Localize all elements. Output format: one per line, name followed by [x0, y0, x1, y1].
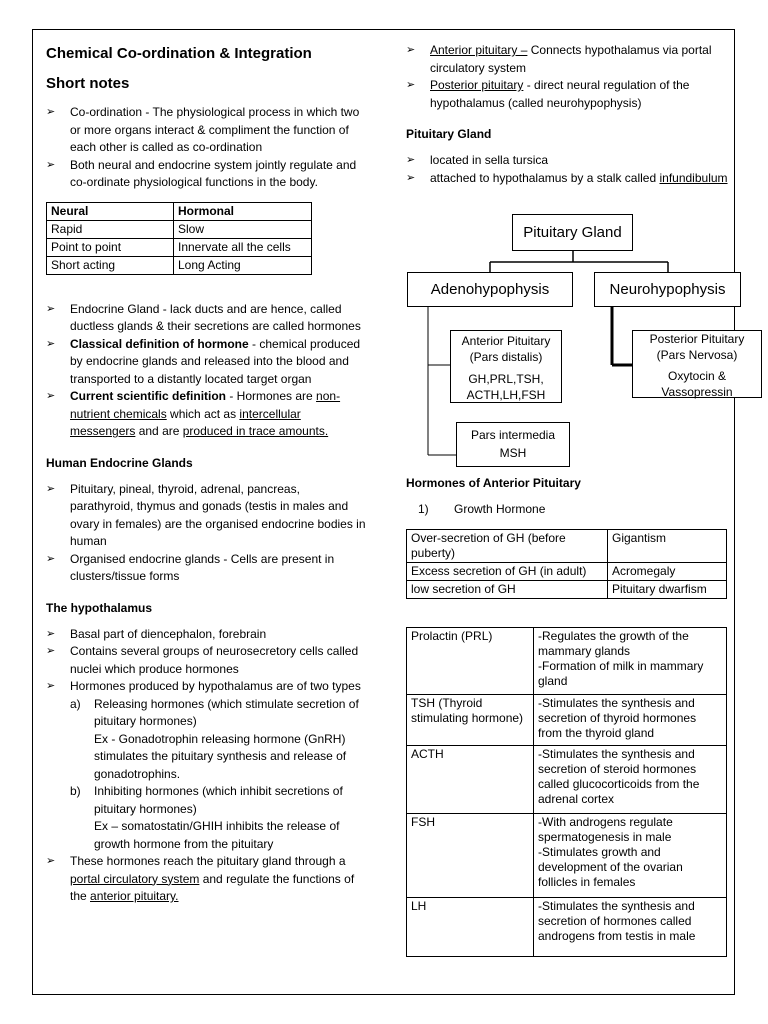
arrow-bullet-icon: ➢ [46, 302, 56, 315]
table-row [407, 746, 727, 814]
diagram-box-adenohypophysis: Adenohypophysis [407, 272, 573, 307]
document-subtitle: Short notes [46, 75, 130, 92]
table-cell: Acromegaly [608, 562, 727, 580]
arrow-bullet-icon: ➢ [46, 390, 56, 402]
table-cell: Excess secretion of GH (in adult) [407, 562, 608, 580]
table-cell: -Regulates the growth of the mammary glands -Formation of milk in mammary gland [534, 627, 727, 695]
table-header: Hormonal [174, 202, 312, 220]
table-cell: LH [407, 897, 534, 956]
table-cell: -Stimulates the synthesis and secretion of steroid hormones called glucocorticoids from the adrenal cortex [534, 746, 727, 814]
table-cell: Long Acting [174, 256, 312, 274]
list-item: ➢ Organised endocrine glands - Cells are present in clusters/tissue forms [46, 551, 335, 583]
section-heading-human-glands: Human Endocrine Glands [46, 455, 193, 470]
list-item: ➢ Anterior pituitary – Connects hypothalamus via portal circulatory system [406, 43, 712, 75]
table-row [407, 897, 727, 956]
numbered-item-growth-hormone: 1) Growth Hormone [418, 502, 546, 516]
list-item: ➢ Hormones produced by hypothalamus are of two types a) Releasing hormones (which stimulate secretion of pituitary hormones) Ex - Gonadotrophin releasing hormone (GnRH) stimulates the pituitary synthesis and release of gonadotrophins. b) Inhibiting hormones (which inhibit secretions of pituitary hormones) Ex – somatostatin/GHIH inhibits the release of growth hormone from the pituitary [46, 678, 366, 853]
list-item: b) Inhibiting hormones (which inhibit secretions of pituitary hormones) Ex – somatostatin/GHIH inhibits the release of growth hormone from the pituitary [70, 784, 343, 851]
table-cell: Slow [174, 220, 312, 238]
list-item: ➢ Posterior pituitary - direct neural regulation of the hypothalamus (called neurohypophysis) [406, 78, 690, 110]
arrow-bullet-icon: ➢ [46, 482, 56, 495]
arrow-bullet-icon: ➢ [46, 645, 56, 657]
section-heading-anterior-hormones: Hormones of Anterior Pituitary [406, 476, 581, 490]
table-row [407, 627, 727, 695]
list-item: ➢ Contains several groups of neurosecretory cells called nuclei which produce hormones [46, 644, 359, 676]
arrow-bullet-icon: ➢ [46, 855, 56, 867]
arrow-bullet-icon: ➢ [46, 680, 56, 692]
table-cell: -With androgens regulate spermatogenesis in male -Stimulates growth and development of the ovarian follicles in females [534, 813, 727, 897]
table-cell: Short acting [47, 256, 174, 274]
arrow-bullet-icon: ➢ [406, 154, 416, 166]
table-cell: ACTH [407, 746, 534, 814]
list-item: a) Releasing hormones (which stimulate secretion of pituitary hormones) Ex - Gonadotrophin releasing hormone (GnRH) stimulates the pituitary synthesis and release of gonadotrophins. [70, 696, 359, 781]
table-cell: TSH (Thyroid stimulating hormone) [407, 695, 534, 746]
list-item: ➢ Co-ordination - The physiological process in which two or more organs interact & compliment the function of each other is called as co-ordination [46, 105, 360, 154]
arrow-bullet-icon: ➢ [46, 337, 56, 350]
arrow-bullet-icon: ➢ [406, 79, 416, 91]
table-row [407, 695, 727, 746]
diagram-box-anterior-pituitary: Anterior Pituitary (Pars distalis) GH,PRL,TSH, ACTH,LH,FSH [450, 330, 562, 403]
table-row [407, 580, 727, 598]
anterior-hormones-table [406, 627, 727, 957]
list-item: ➢ Current scientific definition - Hormones are non-nutrient chemicals which act as intercellular messengers and are produced in trace amounts. [46, 389, 341, 438]
diagram-box-neurohypophysis: Neurohypophysis [594, 272, 741, 307]
table-cell: Innervate all the cells [174, 238, 312, 256]
list-item: ➢ Both neural and endocrine system jointly regulate and co-ordinate physiological functions in the body. [46, 157, 357, 189]
table-cell: FSH [407, 813, 534, 897]
table-row [407, 813, 727, 897]
arrow-bullet-icon: ➢ [46, 106, 56, 118]
table-row [407, 562, 727, 580]
list-item: ➢ Endocrine Gland - lack ducts and are hence, called ductless glands & their secretions are called hormones [46, 301, 361, 333]
list-item: ➢ located in sella tursica [406, 152, 730, 170]
table-cell: Gigantism [608, 529, 727, 562]
diagram-box-pars-intermedia: Pars intermedia MSH [456, 422, 570, 467]
table-header: Neural [47, 202, 174, 220]
arrow-bullet-icon: ➢ [406, 171, 416, 184]
arrow-bullet-icon: ➢ [46, 627, 56, 640]
anterior-hormones-section [406, 475, 730, 957]
arrow-bullet-icon: ➢ [406, 44, 416, 56]
list-item: ➢ Basal part of diencephalon, forebrain [46, 626, 366, 644]
table-cell: Point to point [47, 238, 174, 256]
table-cell: Over-secretion of GH (before puberty) [407, 529, 608, 562]
table-cell: -Stimulates the synthesis and secretion of thyroid hormones from the thyroid gland [534, 695, 727, 746]
table-cell: Pituitary dwarfism [608, 580, 727, 598]
section-heading-pituitary-gland: Pituitary Gland [406, 127, 492, 141]
growth-hormone-table [406, 529, 727, 599]
arrow-bullet-icon: ➢ [46, 158, 56, 171]
table-cell: low secretion of GH [407, 580, 608, 598]
table-cell: -Stimulates the synthesis and secretion of hormones called androgens from testis in male [534, 897, 727, 956]
list-item: ➢ Classical definition of hormone - chemical produced by endocrine glands and released into the blood and transported to a distantly located target organ [46, 336, 361, 386]
list-item: ➢ These hormones reach the pituitary gland through a portal circulatory system and regulate the functions of the anterior pituitary. [46, 854, 355, 903]
list-item: ➢ Pituitary, pineal, thyroid, adrenal, pancreas, parathyroid, thymus and gonads (testis in males and ovary in females) are the organised endocrine bodies in human [46, 481, 366, 548]
list-item: ➢ attached to hypothalamus by a stalk called infundibulum [406, 170, 730, 188]
diagram-box-pituitary-gland: Pituitary Gland [512, 214, 633, 251]
table-row [407, 529, 727, 562]
section-heading-hypothalamus: The hypothalamus [46, 600, 153, 615]
diagram-box-posterior-pituitary: Posterior Pituitary (Pars Nervosa) Oxytocin & Vassopressin [632, 330, 762, 398]
document-title: Chemical Co-ordination & Integration [46, 45, 312, 62]
arrow-bullet-icon: ➢ [46, 552, 56, 565]
table-cell: Prolactin (PRL) [407, 627, 534, 695]
table-cell: Rapid [47, 220, 174, 238]
